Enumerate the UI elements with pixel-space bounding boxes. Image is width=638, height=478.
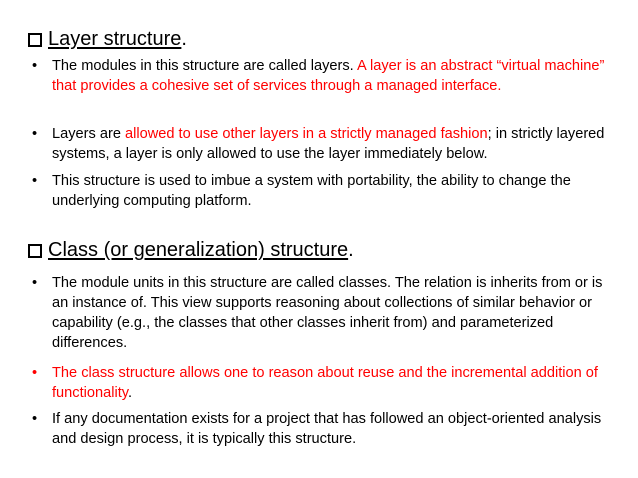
bullet-dot: • bbox=[32, 173, 38, 189]
bullet-text: . bbox=[127, 385, 133, 401]
heading-text: Layer structure bbox=[48, 28, 182, 50]
bullet-text: This structure is used to imbue a system with portability, the ability to change the underlying computing platform. bbox=[52, 173, 571, 209]
bullet-text-highlight: The class structure allows one to reason about reuse and the incremental addition of functionality bbox=[52, 365, 598, 401]
bullet-text: The modules in this structure are called layers. bbox=[52, 58, 357, 74]
bullet-dot: • bbox=[32, 126, 38, 142]
checkbox-icon bbox=[28, 33, 42, 47]
heading-text: Class (or generalization) structure bbox=[48, 239, 349, 261]
bullet-text-highlight: allowed to use other layers in a strictly managed fashion bbox=[125, 126, 488, 142]
heading-period: . bbox=[181, 28, 187, 50]
bullet-dot: • bbox=[32, 411, 38, 427]
bullet-text-highlight: A layer is an abstract “virtual machine” that provides a cohesive set of services through a managed interface. bbox=[52, 58, 605, 94]
bullet-dot: • bbox=[32, 365, 38, 381]
bullet-item bbox=[32, 56, 617, 96]
bullet-dot: • bbox=[32, 58, 38, 74]
bullet-item bbox=[32, 409, 617, 449]
section-heading-layer-structure bbox=[28, 27, 187, 51]
checkbox-icon bbox=[28, 244, 42, 258]
bullet-text: Layers are bbox=[52, 126, 126, 142]
bullet-text: If any documentation exists for a project that has followed an object-oriented analysis and design process, it is typically this structure. bbox=[52, 411, 602, 447]
bullet-item bbox=[32, 363, 617, 403]
bullet-dot: • bbox=[32, 275, 38, 291]
section-heading-class-structure bbox=[28, 238, 354, 262]
bullet-item bbox=[32, 124, 617, 164]
bullet-item bbox=[32, 273, 617, 353]
heading-period: . bbox=[348, 239, 354, 261]
bullet-text: ; in strictly layered systems, a layer is only allowed to use the layer immediately below. bbox=[52, 126, 605, 162]
bullet-text: The module units in this structure are called classes. The relation is inherits from or is an instance of. This view supports reasoning about collections of similar behavior or capability (e.g., the classes that other classes inherit from) and parameterized differences. bbox=[52, 275, 603, 351]
bullet-item bbox=[32, 171, 617, 211]
